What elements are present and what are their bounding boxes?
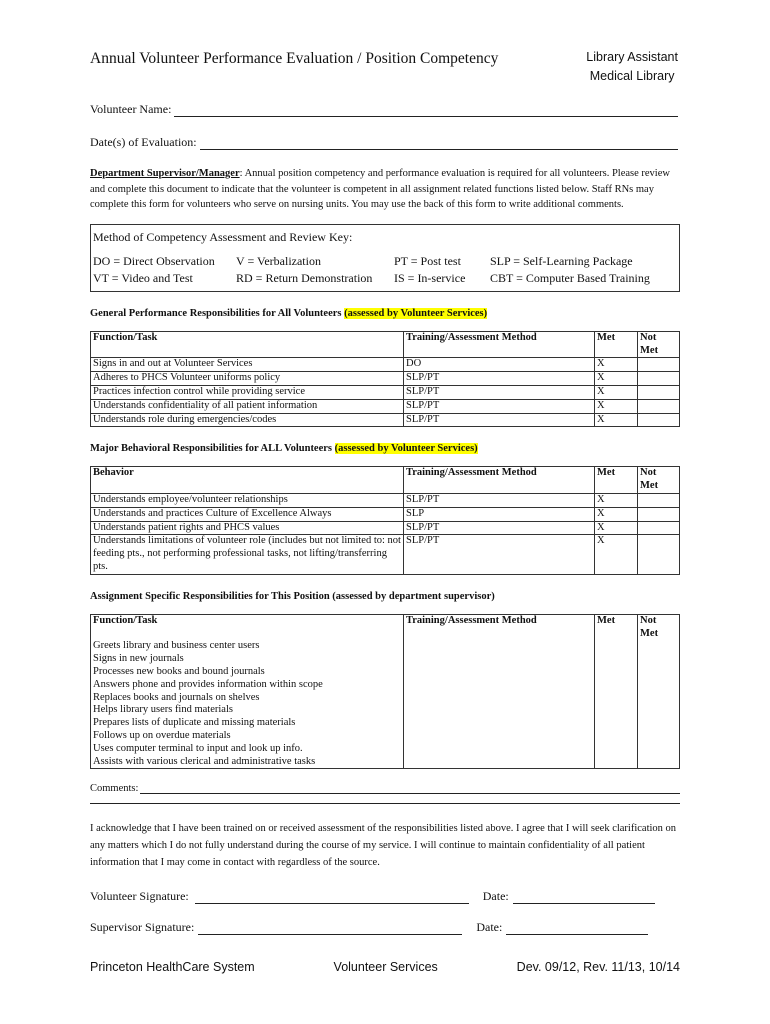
method-cell: SLP/PT (404, 493, 595, 507)
table-header-row (91, 614, 680, 640)
section3-title: Assignment Specific Responsibilities for This Position (assessed by department supervisor) (90, 590, 495, 602)
task-cell: Signs in and out at Volunteer Services (91, 358, 404, 372)
section1-title-text: General Performance Responsibilities for All Volunteers (90, 307, 345, 319)
task-cell: Understands patient rights and PHCS values (91, 521, 404, 535)
section1-title (90, 308, 680, 319)
method-cell[interactable] (404, 692, 595, 705)
table-row (91, 743, 680, 756)
volunteer-signature-row (90, 889, 680, 904)
department-name: Medical Library (589, 69, 675, 83)
method-cell[interactable] (404, 666, 595, 679)
footer-dept: Volunteer Services (333, 960, 438, 974)
key-item: CBT = Computer Based Training (490, 270, 650, 285)
col-header-not-met: Not Met (638, 614, 680, 640)
method-cell[interactable] (404, 756, 595, 769)
evaluation-date-field[interactable] (90, 135, 680, 150)
method-cell: SLP/PT (404, 399, 595, 413)
method-cell[interactable] (404, 743, 595, 756)
col-header-met: Met (595, 467, 638, 494)
table-row (91, 653, 680, 666)
table-row (91, 717, 680, 730)
method-cell: SLP/PT (404, 413, 595, 427)
section2-highlight: (assessed by Volunteer Services) (334, 443, 478, 455)
task-cell: Replaces books and journals on shelves (91, 692, 404, 705)
key-item: V = Verbalization (236, 253, 321, 268)
table-row (91, 730, 680, 743)
position-title: Library Assistant (586, 50, 678, 64)
section2-title-text: Major Behavioral Responsibilities for ALL Volunteers (90, 443, 335, 455)
met-cell[interactable]: X (595, 372, 638, 386)
volunteer-signature-line[interactable] (195, 892, 469, 904)
key-item: VT = Video and Test (93, 270, 193, 285)
table-row (91, 507, 680, 521)
col-header-not-met: Not Met (638, 467, 680, 494)
intro-text: Annual position competency and performance evaluation is required for all volunteers. Please review and complete this document to indicate that the volunteer is competent in all assignment related functions listed below. Staff RNs may complete this form for volunteers who serve on nursing units. You may use the back of this form to write additional comments. (90, 168, 670, 211)
table-row (91, 535, 680, 574)
table-row (91, 692, 680, 705)
not-met-cell[interactable] (638, 507, 680, 521)
met-cell[interactable]: X (595, 385, 638, 399)
met-cell[interactable] (595, 756, 638, 769)
col-header-method: Training/Assessment Method (404, 331, 595, 358)
task-cell: Greets library and business center users (91, 640, 404, 653)
evaluation-date-line[interactable] (200, 138, 678, 150)
table-row (91, 666, 680, 679)
table-row (91, 413, 680, 427)
intro-colon: : (239, 168, 243, 179)
col-header-met: Met (595, 331, 638, 358)
col-header-met: Met (595, 614, 638, 640)
task-cell: Understands limitations of volunteer role (includes but not limited to: not feeding pts., not performing professional tasks, not lifting/transferring pts. (91, 535, 404, 574)
task-cell: Follows up on overdue materials (91, 730, 404, 743)
key-item: SLP = Self-Learning Package (490, 253, 633, 268)
key-item: RD = Return Demonstration (236, 270, 373, 285)
intro-paragraph (90, 166, 680, 213)
task-cell: Answers phone and provides information within scope (91, 679, 404, 692)
met-cell[interactable] (595, 640, 638, 653)
not-met-cell[interactable] (638, 399, 680, 413)
col-header-method: Training/Assessment Method (404, 614, 595, 640)
page-footer (90, 960, 680, 974)
met-cell[interactable] (595, 730, 638, 743)
section2-title (90, 443, 680, 454)
section1-highlight: (assessed by Volunteer Services) (344, 307, 488, 319)
not-met-cell[interactable] (638, 372, 680, 386)
supervisor-date-line[interactable] (506, 923, 648, 935)
met-cell[interactable] (595, 692, 638, 705)
method-cell[interactable] (404, 730, 595, 743)
not-met-cell[interactable] (638, 704, 680, 717)
key-row-1 (93, 253, 673, 270)
method-cell[interactable] (404, 640, 595, 653)
volunteer-signature-label: Volunteer Signature: (90, 889, 189, 904)
not-met-cell[interactable] (638, 730, 680, 743)
table-row (91, 640, 680, 653)
table-row (91, 521, 680, 535)
task-cell: Understands and practices Culture of Excellence Always (91, 507, 404, 521)
table-row (91, 372, 680, 386)
not-met-cell[interactable] (638, 358, 680, 372)
not-met-cell[interactable] (638, 640, 680, 653)
met-cell[interactable]: X (595, 535, 638, 574)
not-met-cell[interactable] (638, 679, 680, 692)
not-met-cell[interactable] (638, 743, 680, 756)
task-cell: Prepares lists of duplicate and missing materials (91, 717, 404, 730)
table-row (91, 679, 680, 692)
method-cell[interactable] (404, 653, 595, 666)
not-met-cell[interactable] (638, 385, 680, 399)
not-met-cell[interactable] (638, 413, 680, 427)
met-cell[interactable]: X (595, 507, 638, 521)
method-cell: SLP/PT (404, 372, 595, 386)
not-met-cell[interactable] (638, 653, 680, 666)
volunteer-date-line[interactable] (513, 892, 655, 904)
met-cell[interactable] (595, 717, 638, 730)
not-met-cell[interactable] (638, 666, 680, 679)
col-header-behavior: Behavior (91, 467, 404, 494)
volunteer-name-label: Volunteer Name: (90, 102, 172, 116)
acknowledgement-paragraph: I acknowledge that I have been trained on or received assessment of the responsibilities listed above. I agree that I will seek clarification on any matters which I do not fully understand during the course of my service. I will continue to maintain confidentiality of all patient information that I may come in contact with regardless of the source. (90, 823, 677, 869)
key-title: Method of Competency Assessment and Review Key: (93, 229, 353, 244)
table-header-row (91, 467, 680, 494)
volunteer-name-field[interactable] (90, 102, 680, 117)
met-cell[interactable] (595, 679, 638, 692)
met-cell[interactable]: X (595, 399, 638, 413)
col-header-method: Training/Assessment Method (404, 467, 595, 494)
not-met-cell[interactable] (638, 493, 680, 507)
evaluation-date-label: Date(s) of Evaluation: (90, 135, 197, 149)
supervisor-signature-row (90, 920, 680, 935)
method-cell: SLP/PT (404, 385, 595, 399)
met-cell[interactable] (595, 666, 638, 679)
met-cell[interactable] (595, 743, 638, 756)
form-header (90, 48, 680, 86)
task-cell: Helps library users find materials (91, 704, 404, 717)
method-cell: DO (404, 358, 595, 372)
table-row (91, 358, 680, 372)
task-cell: Assists with various clerical and administrative tasks (91, 756, 404, 769)
met-cell[interactable]: X (595, 413, 638, 427)
key-item: PT = Post test (394, 253, 461, 268)
not-met-cell[interactable] (638, 535, 680, 574)
comments-label: Comments: (90, 783, 139, 795)
task-cell: Processes new books and bound journals (91, 666, 404, 679)
general-responsibilities-table (90, 331, 680, 428)
position-block (586, 48, 678, 86)
method-cell[interactable] (404, 679, 595, 692)
assignment-responsibilities-table (90, 614, 680, 770)
not-met-cell[interactable] (638, 756, 680, 769)
table-row (91, 399, 680, 413)
key-item: IS = In-service (394, 270, 466, 285)
not-met-cell[interactable] (638, 521, 680, 535)
task-cell: Practices infection control while providing service (91, 385, 404, 399)
met-cell[interactable]: X (595, 493, 638, 507)
task-cell: Uses computer terminal to input and look up info. (91, 743, 404, 756)
table-header-row (91, 331, 680, 358)
table-row (91, 385, 680, 399)
footer-revision: Dev. 09/12, Rev. 11/13, 10/14 (516, 960, 680, 974)
comments-line-2[interactable] (90, 802, 680, 804)
task-cell: Adheres to PHCS Volunteer uniforms policy (91, 372, 404, 386)
table-row (91, 756, 680, 769)
met-cell[interactable] (595, 653, 638, 666)
not-met-cell[interactable] (638, 717, 680, 730)
supervisor-signature-label: Supervisor Signature: (90, 920, 195, 935)
method-cell: SLP/PT (404, 535, 595, 574)
comments-line[interactable] (140, 784, 680, 794)
volunteer-name-line[interactable] (174, 105, 678, 117)
task-cell: Understands role during emergencies/codes (91, 413, 404, 427)
intro-lead: Department Supervisor/Manager (90, 168, 240, 179)
volunteer-date-label: Date: (482, 889, 509, 904)
col-header-not-met: Not Met (638, 331, 680, 358)
key-row-2 (93, 270, 673, 287)
col-header-task: Function/Task (91, 331, 404, 358)
met-cell[interactable]: X (595, 358, 638, 372)
col-header-task: Function/Task (91, 614, 404, 640)
task-cell: Understands employee/volunteer relationships (91, 493, 404, 507)
task-cell: Signs in new journals (91, 653, 404, 666)
comments-field[interactable] (90, 783, 680, 794)
met-cell[interactable] (595, 704, 638, 717)
method-cell: SLP (404, 507, 595, 521)
key-item: DO = Direct Observation (93, 253, 215, 268)
table-row (91, 704, 680, 717)
behavioral-responsibilities-table (90, 466, 680, 574)
met-cell[interactable]: X (595, 521, 638, 535)
footer-org: Princeton HealthCare System (90, 960, 255, 974)
assessment-key-box (90, 224, 680, 292)
task-cell: Understands confidentiality of all patient information (91, 399, 404, 413)
method-cell: SLP/PT (404, 521, 595, 535)
supervisor-signature-line[interactable] (198, 923, 462, 935)
method-cell[interactable] (404, 704, 595, 717)
table-row (91, 493, 680, 507)
method-cell[interactable] (404, 717, 595, 730)
supervisor-date-label: Date: (476, 920, 503, 935)
form-title: Annual Volunteer Performance Evaluation / Position Competency (90, 50, 499, 67)
not-met-cell[interactable] (638, 692, 680, 705)
